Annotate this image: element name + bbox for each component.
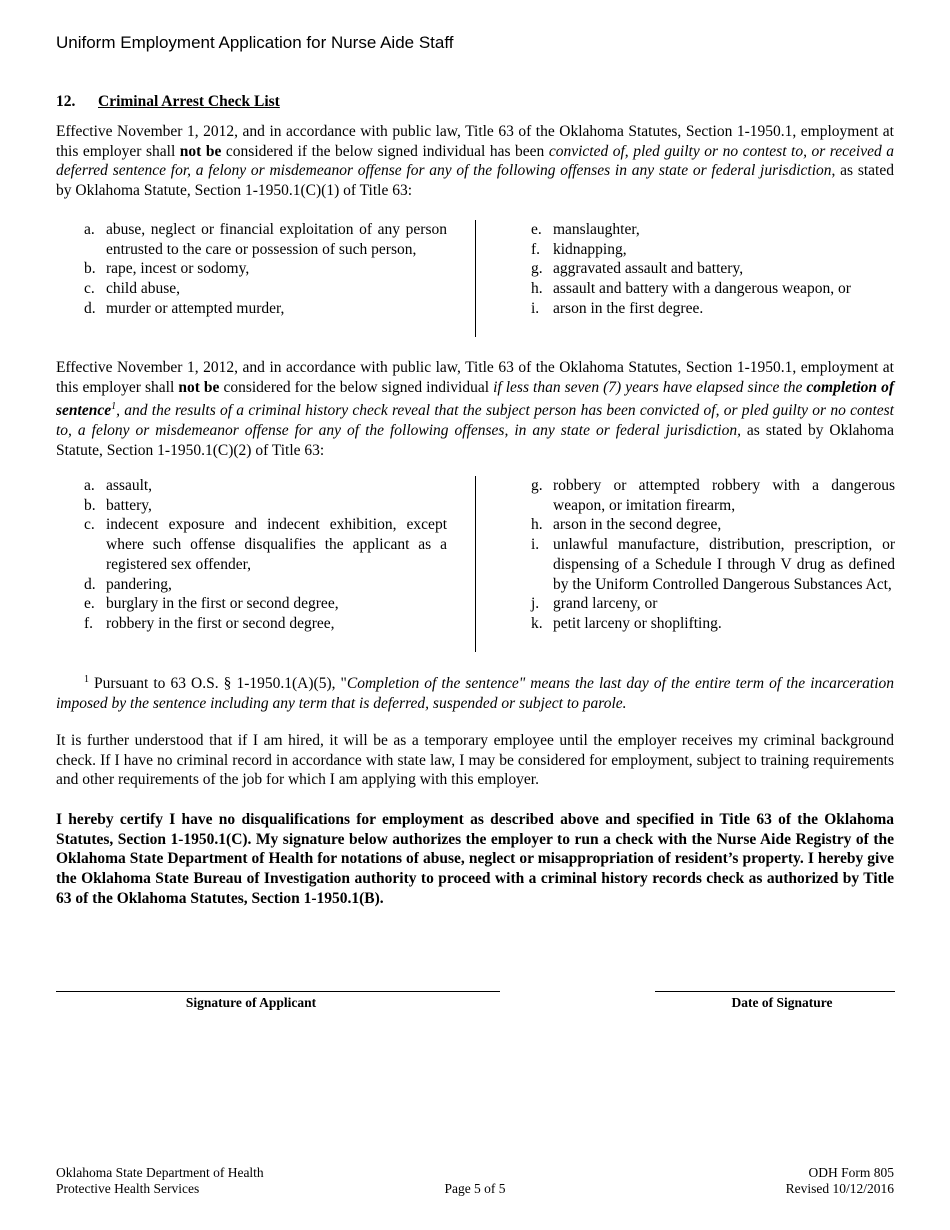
footer-form-info (786, 1165, 894, 1197)
document-header-title: Uniform Employment Application for Nurse Aide Staff (56, 33, 454, 52)
list-item: a. assault, (84, 477, 153, 494)
certification-statement: I hereby certify I have no disqualifications for employment as described above and specified in Title 63 of the Oklahoma Statutes, Section 1-1950.1(C). My signature below authorizes the employer to run a check with the Nurse Aide Registry of the Oklahoma State Department of Health for notations of abuse, neglect or misappropriation of resident’s property. I hereby give the Oklahoma State Bureau of Investigation authority to proceed with a criminal history records check as authorized by Title 63 of the Oklahoma Statutes, Section 1-1950.1(B). (56, 811, 894, 907)
applicant-signature-line[interactable] (56, 991, 500, 992)
list-item: f. robbery in the first or second degree, (84, 614, 335, 632)
list-item: f. kidnapping, (531, 240, 627, 258)
temporary-employment-paragraph: It is further understood that if I am hired, it will be as a temporary employee until the employer receives my criminal background check. If I have no criminal record in accordance with state law, I may be considered for employment, subject to training requirements and other requirements of the job for which I am applying with this employer. (56, 732, 894, 789)
footer-org-line-2: Protective Health Services (56, 1181, 200, 1196)
footer-revised-date: Revised 10/12/2016 (785, 1181, 894, 1196)
list-item: i. unlawful manufacture, distribution, prescription, or dispensing of a Schedule I through V drug as defined by the Uniform Controlled Dangerous Substances Act, (531, 536, 895, 593)
list-item: c. child abuse, (84, 280, 181, 298)
applicant-signature-label: Signature of Applicant (185, 995, 317, 1010)
offense-list-2-right (531, 476, 895, 634)
list-item: a. abuse, neglect or financial exploitation of any person entrusted to the care or possession of such person, (84, 221, 447, 258)
date-signature-label: Date of Signature (731, 995, 833, 1010)
list-item: c. indecent exposure and indecent exhibition, except where such offense disqualifies the applicant as a registered sex offender, (84, 516, 447, 573)
footer-org-line-1: Oklahoma State Department of Health (56, 1165, 264, 1180)
footnote-marker: 1 (84, 674, 89, 685)
section-number: 12. (56, 93, 76, 110)
list-item: h. arson in the second degree, (531, 516, 722, 534)
footnote: $^1$ Pursuant to 63 O.S. § 1-1950.1(A)(5), "Completion of the sentence" means the last day of the entire term of the incarceration imposed by the sentence including any term that is deferred, suspended or subject to parole. (56, 674, 894, 712)
list-item: i. arson in the first degree. (531, 299, 704, 317)
list-item: k. petit larceny or shoplifting. (531, 614, 722, 632)
disqualification-paragraph-1: Effective November 1, 2012, and in accordance with public law, Title 63 of the Oklahoma Statutes, Section 1-1950.1, employment at this employer shall not be considered if the below signed individual has been convicted of, pled guilty or no contest to, or received a deferred sentence for, a felony or misdemeanor offense for any of the following offenses in any state or federal jurisdiction, as stated by Oklahoma Statute, Section 1-1950.1(C)(1) of Title 63: (56, 123, 894, 200)
section-title: Criminal Arrest Check List (98, 93, 280, 110)
list-item: g. aggravated assault and battery, (531, 260, 744, 278)
list-item: j. grand larceny, or (531, 595, 658, 613)
list-item: g. robbery or attempted robbery with a dangerous weapon, or imitation firearm, (531, 477, 895, 514)
list-item: e. burglary in the first or second degree, (84, 595, 339, 613)
footer-organization (56, 1165, 264, 1197)
list-item: e. manslaughter, (531, 221, 640, 238)
list-item: h. assault and battery with a dangerous weapon, or (531, 280, 851, 298)
offense-list-1-right (531, 220, 895, 319)
list-item: d. murder or attempted murder, (84, 299, 285, 317)
footnote-ref: 1 (111, 401, 117, 413)
footer-form-number: ODH Form 805 (808, 1165, 894, 1180)
list-item: d. pandering, (84, 575, 172, 593)
column-divider (475, 476, 476, 652)
date-signature-line[interactable] (655, 991, 895, 992)
footer-page-number: Page 5 of 5 (444, 1181, 506, 1196)
list-item: b. rape, incest or sodomy, (84, 260, 250, 278)
section-heading (56, 93, 280, 111)
list-item: b. battery, (84, 496, 152, 514)
offense-list-2-left (84, 476, 447, 634)
offense-list-1-left (84, 220, 447, 319)
disqualification-paragraph-2: Effective November 1, 2012, and in accordance with public law, Title 63 of the Oklahoma Statutes, Section 1-1950.1, employment at this employer shall not be considered for the below signed individual if less than seven (7) years have elapsed since the completion of sentence$^1$, and the results of a criminal history check reveal that the subject person has been convicted of, or pled guilty or no contest to, a felony or misdemeanor offense for any of the following offenses, in any state or federal jurisdiction, as stated by Oklahoma Statute, Section 1-1950.1(C)(2) of Title 63: (56, 359, 894, 459)
column-divider (475, 220, 476, 337)
